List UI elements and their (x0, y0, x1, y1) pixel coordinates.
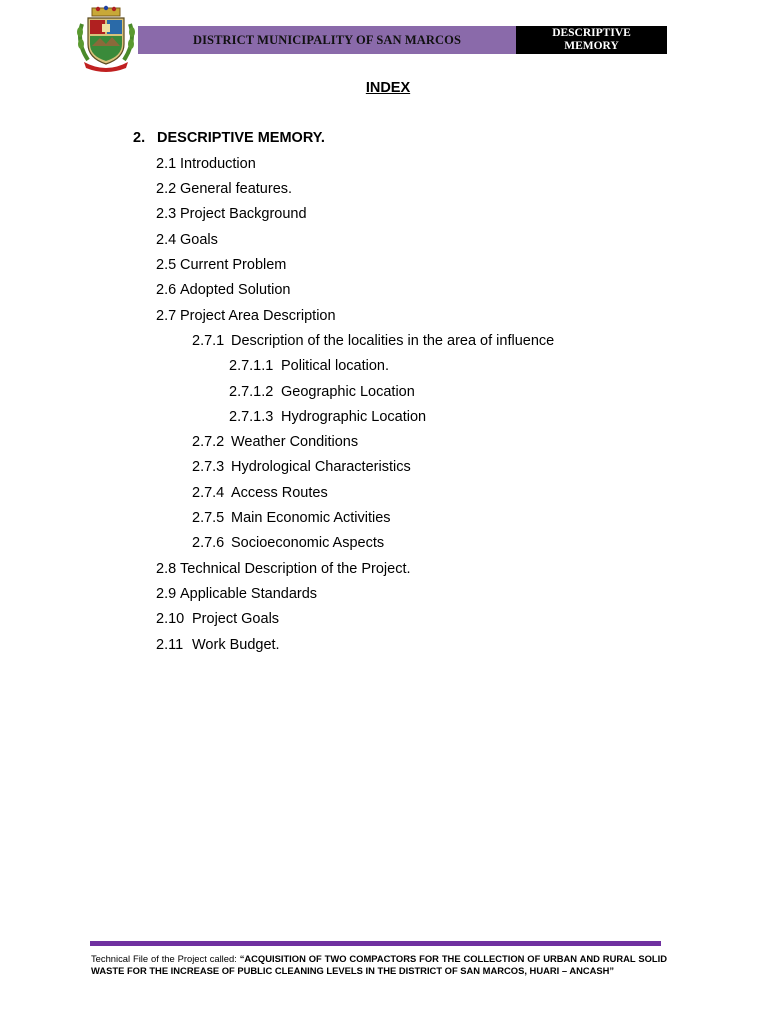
coat-of-arms-icon (74, 4, 138, 72)
toc-entry-number: 2.6 (156, 282, 177, 298)
footer-divider (90, 941, 661, 946)
toc-entry-label: Adopted Solution (180, 282, 291, 298)
toc-entry-label: Main Economic Activities (231, 510, 391, 526)
header-section-label (516, 26, 667, 54)
toc-entry-number: 2.7.1.3 (229, 409, 274, 425)
toc-entry-number: 2.10 (156, 611, 185, 627)
toc-entry-number: 2. (133, 130, 146, 146)
toc-entry-label: Description of the localities in the area of influence (231, 333, 555, 349)
toc-entry-number: 2.1 (156, 156, 177, 172)
toc-entry-label: Introduction (180, 156, 256, 172)
toc-entry-number: 2.4 (156, 232, 177, 248)
toc-entry-label: Goals (180, 232, 218, 248)
toc-entry-label: Project Goals (192, 611, 280, 627)
toc-entry-label: Current Problem (180, 257, 287, 273)
footer-prefix: Technical File of the Project called: (91, 953, 240, 964)
toc-entry-number: 2.7.1.1 (229, 358, 274, 374)
toc-entry-label: Applicable Standards (180, 586, 318, 602)
municipal-coat-of-arms-logo (74, 4, 138, 72)
toc-entry-number: 2.3 (156, 206, 177, 222)
toc-entry-label: DESCRIPTIVE MEMORY. (157, 130, 325, 146)
toc-entry-number: 2.7.3 (192, 459, 225, 475)
toc-entry-label: Project Area Description (180, 308, 336, 324)
footer-project-caption (91, 953, 667, 976)
toc-entry-number: 2.7.1.2 (229, 384, 274, 400)
toc-entry-number: 2.7.5 (192, 510, 225, 526)
municipality-name: DISTRICT MUNICIPALITY OF SAN MARCOS (192, 32, 462, 47)
toc-entry-number: 2.8 (156, 561, 177, 577)
toc-entry-label: Weather Conditions (231, 434, 359, 450)
toc-entry-number: 2.7.4 (192, 485, 225, 501)
toc-entry-label: Political location. (281, 358, 389, 374)
toc-entry-label: Hydrographic Location (281, 409, 427, 425)
toc-entry-label: General features. (180, 181, 293, 197)
toc-entry-label: Socioeconomic Aspects (231, 535, 385, 551)
toc-entry-number: 2.7.1 (192, 333, 225, 349)
header-municipality-bar (138, 26, 516, 54)
toc-entry-number: 2.5 (156, 257, 177, 273)
toc-entry-number: 2.9 (156, 586, 177, 602)
toc-entry-label: Project Background (180, 206, 307, 222)
toc-entry-label: Geographic Location (281, 384, 415, 400)
toc-entry-number: 2.2 (156, 181, 177, 197)
toc-entry-number: 2.7.2 (192, 434, 225, 450)
toc-entry-number: 2.7.6 (192, 535, 225, 551)
toc-entry-label: Hydrological Characteristics (231, 459, 411, 475)
toc-entry-label: Technical Description of the Project. (180, 561, 411, 577)
toc-entry-number: 2.7 (156, 308, 177, 324)
footer-project-title: “ACQUISITION OF TWO COMPACTORS FOR THE COLLECTION OF URBAN AND RURAL SOLID WASTE FOR THE INCREASE OF PUBLIC CLEANING LEVELS IN THE DISTRICT OF SAN MARCOS, HUARI – ANCASH” (91, 953, 667, 976)
section-label-line1: DESCRIPTIVE (552, 27, 631, 39)
toc-entry-label: Work Budget. (192, 637, 280, 653)
toc-entry-label: Access Routes (231, 485, 328, 501)
toc-entry-number: 2.11 (156, 637, 184, 653)
index-title: INDEX (365, 80, 411, 96)
section-label-line2: MEMORY (564, 40, 619, 52)
